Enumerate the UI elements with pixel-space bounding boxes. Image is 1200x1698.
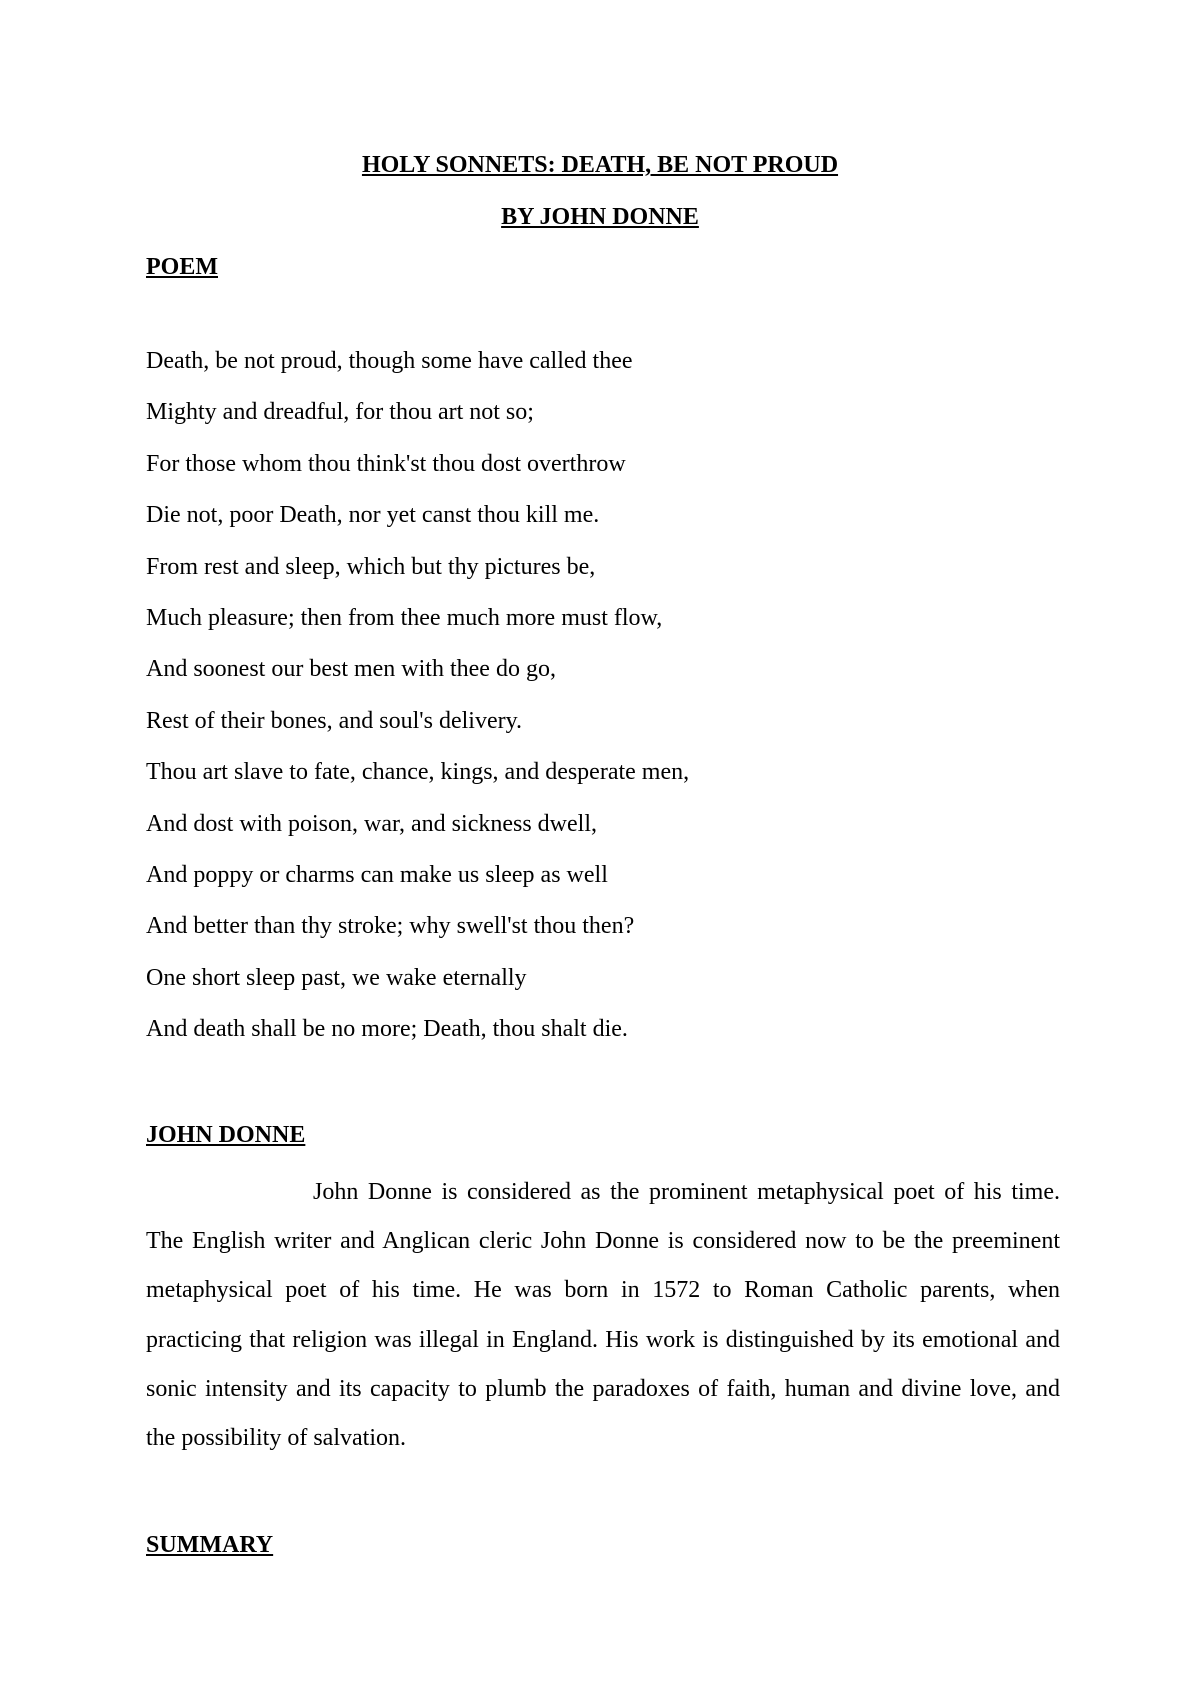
poem-line: And death shall be no more; Death, thou shalt die. — [146, 1016, 628, 1043]
poem-line: One short sleep past, we wake eternally — [146, 964, 527, 991]
poem-body — [146, 346, 689, 1065]
poem-line: Much pleasure; then from thee much more must flow, — [146, 604, 663, 631]
document-title: HOLY SONNETS: DEATH, BE NOT PROUD — [361, 152, 839, 178]
poem-line: Death, be not proud, though some have called thee — [146, 348, 633, 374]
poem-heading: POEM — [146, 254, 218, 280]
poem-line: And soonest our best men with thee do go, — [146, 656, 556, 683]
poem-line: And poppy or charms can make us sleep as well — [146, 861, 608, 888]
author-heading: JOHN DONNE — [146, 1122, 306, 1148]
poem-line: And dost with poison, war, and sickness dwell, — [146, 810, 597, 837]
summary-heading: SUMMARY — [146, 1532, 274, 1558]
poem-line: Thou art slave to fate, chance, kings, and desperate men, — [146, 759, 690, 786]
author-paragraph: John Donne is considered as the prominent metaphysical poet of his time. The English writer and Anglican cleric John Donne is considered now to be the preeminent metaphysical poet of his time. He was born in 1572 to Roman Catholic parents, when practicing that religion was illegal in England. His work is distinguished by its emotional and sonic intensity and its capacity to plumb the paradoxes of faith, human and divine love, and the possibility of salvation. — [146, 1179, 1060, 1452]
poem-line: Die not, poor Death, nor yet canst thou kill me. — [146, 502, 600, 529]
poem-line: And better than thy stroke; why swell'st thou then? — [146, 913, 635, 940]
poem-line: From rest and sleep, which but thy pictures be, — [146, 553, 596, 580]
poem-line: For those whom thou think'st thou dost overthrow — [146, 450, 626, 477]
poem-line: Mighty and dreadful, for thou art not so; — [146, 399, 534, 426]
poem-line: Rest of their bones, and soul's delivery. — [146, 707, 523, 734]
document-byline: BY JOHN DONNE — [501, 204, 699, 230]
